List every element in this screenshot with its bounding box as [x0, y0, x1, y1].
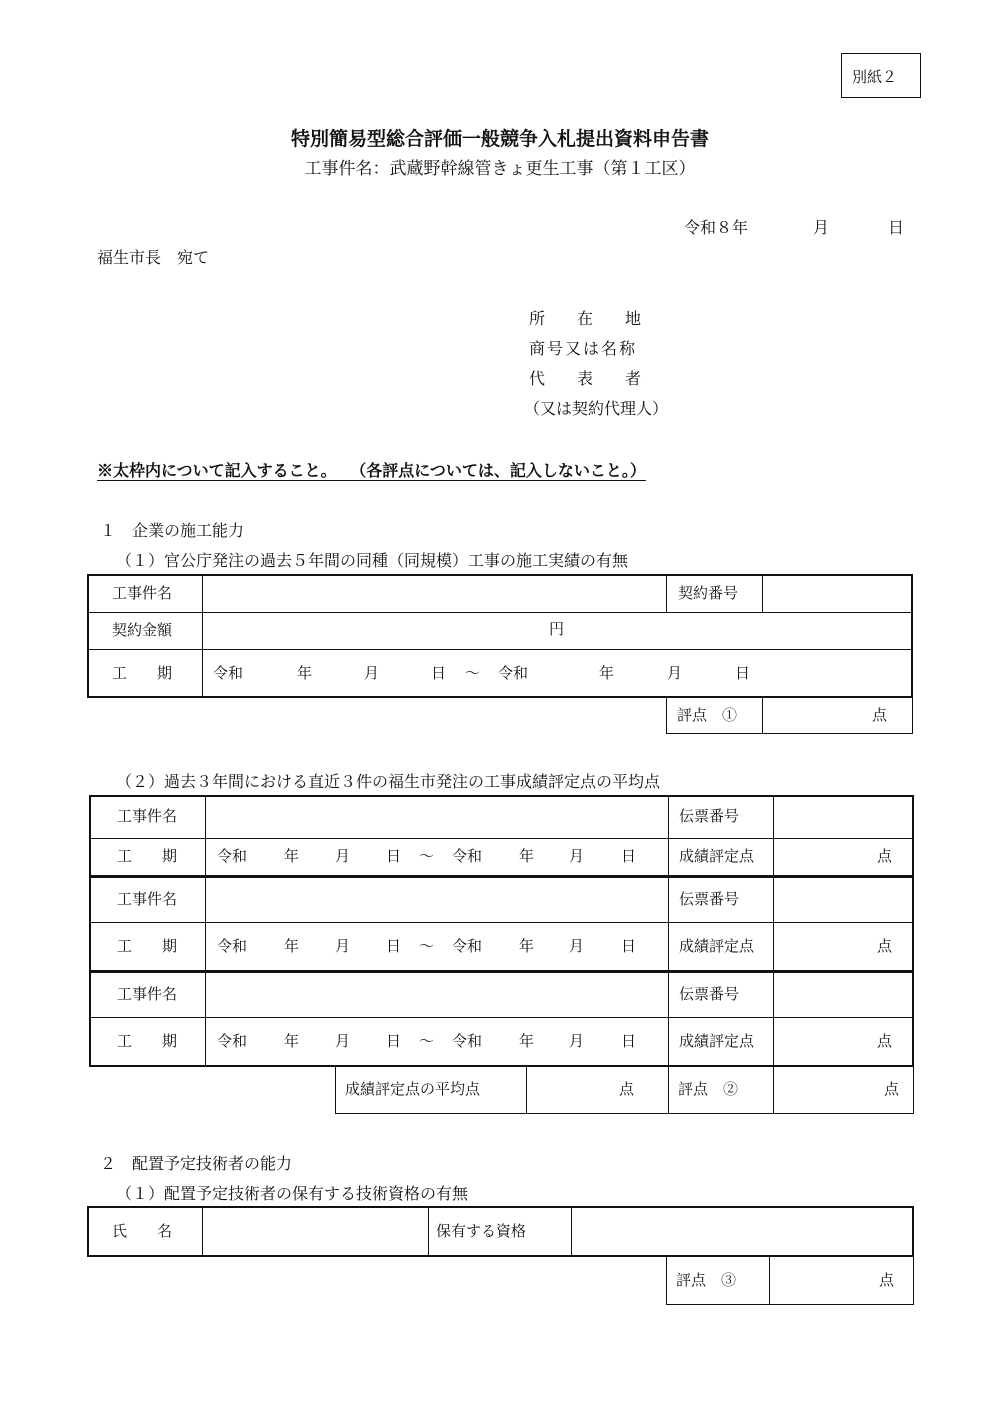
section2-sub1-heading: （１）配置予定技術者の保有する技術資格の有無 [116, 1184, 469, 1203]
qualification-field[interactable] [573, 1208, 912, 1255]
t2-row1-to-day: 日 [621, 847, 637, 865]
t2-row3-from-day: 日 [386, 1032, 402, 1050]
t2-row2-slip-field[interactable] [775, 878, 912, 921]
t2-row1-from-day: 日 [386, 847, 402, 865]
section1-sub1-heading: （１）官公庁発注の過去５年間の同種（同規模）工事の施工実績の有無 [116, 551, 629, 570]
score1-label: 評点 ① [677, 706, 738, 724]
engineer-name-field[interactable] [204, 1208, 427, 1255]
average-unit: 点 [619, 1080, 635, 1098]
t2-row1-to-month: 月 [569, 847, 585, 865]
t2-row3-from-year: 年 [284, 1032, 300, 1050]
address-label: 所 在 地 [529, 309, 642, 328]
t2-row3-from-month: 月 [335, 1032, 351, 1050]
score2-label: 評点 ② [678, 1080, 739, 1098]
t2-row1-to-era: 令和 [452, 847, 483, 865]
t1-period-from-month: 月 [364, 664, 380, 682]
attachment-label: 別紙２ [852, 68, 898, 86]
t2-row3-project-name-field[interactable] [207, 973, 667, 1016]
date-day: 日 [888, 218, 905, 237]
t1-period-tilde: ～ [465, 664, 481, 682]
t2-row2-rating-unit: 点 [877, 937, 893, 955]
t2-row1-tilde: ～ [419, 847, 435, 865]
t2-row2-project-name-label: 工事件名 [117, 890, 178, 908]
t2-row1-rating-label: 成績評定点 [679, 847, 755, 865]
company-name-label: 商号又は名称 [529, 339, 638, 358]
t2-row3-rating-label: 成績評定点 [679, 1032, 755, 1050]
t2-row1-slip-label: 伝票番号 [679, 807, 740, 825]
t1-project-name-field[interactable] [204, 576, 665, 611]
t2-row2-from-year: 年 [284, 937, 300, 955]
t2-row2-tilde: ～ [419, 937, 435, 955]
t1-period-from-era: 令和 [213, 664, 244, 682]
t1-period-from-day: 日 [431, 664, 447, 682]
t2-row1-slip-field[interactable] [775, 797, 912, 837]
t1-contract-no-field[interactable] [764, 576, 910, 611]
page-title: 特別簡易型総合評価一般競争入札提出資料申告書 [290, 128, 709, 150]
t2-row3-to-era: 令和 [452, 1032, 483, 1050]
score2-unit: 点 [884, 1080, 900, 1098]
t2-row1-to-year: 年 [519, 847, 535, 865]
project-subtitle: 工事件名：武蔵野幹線管きょ更生工事（第１工区） [304, 159, 696, 179]
representative-label: 代 表 者 [529, 369, 642, 388]
t1-period-to-era: 令和 [498, 664, 529, 682]
t1-period-to-month: 月 [667, 664, 683, 682]
t1-period-to-day: 日 [735, 664, 751, 682]
t2-row2-to-month: 月 [569, 937, 585, 955]
score3-label: 評点 ③ [676, 1271, 737, 1289]
score3-unit: 点 [879, 1271, 895, 1289]
t2-row2-period-label: 工 期 [117, 937, 178, 955]
qualification-label: 保有する資格 [436, 1222, 527, 1240]
t2-row2-from-day: 日 [386, 937, 402, 955]
average-label: 成績評定点の平均点 [345, 1080, 481, 1098]
t2-row1-project-name-field[interactable] [207, 797, 667, 837]
date-era: 令和８年 [684, 218, 749, 237]
t1-yen-unit: 円 [549, 620, 565, 638]
t2-row3-rating-unit: 点 [877, 1032, 893, 1050]
fill-in-notice: ※太枠内について記入すること。 （各評点については、記入しないこと。） [97, 461, 646, 480]
t2-row3-slip-label: 伝票番号 [679, 985, 740, 1003]
t2-row1-from-era: 令和 [217, 847, 248, 865]
section1-sub2-heading: （２）過去３年間における直近３件の福生市発注の工事成績評定点の平均点 [116, 772, 661, 791]
t1-project-name-label: 工事件名 [112, 584, 173, 602]
t2-row3-to-month: 月 [569, 1032, 585, 1050]
t2-row1-project-name-label: 工事件名 [117, 807, 178, 825]
agent-label: （又は契約代理人） [524, 399, 669, 418]
t2-row1-period-label: 工 期 [117, 847, 178, 865]
t1-period-from-year: 年 [297, 664, 313, 682]
t2-row2-from-month: 月 [335, 937, 351, 955]
t2-row1-from-month: 月 [335, 847, 351, 865]
engineer-name-label: 氏 名 [112, 1222, 173, 1240]
addressee: 福生市長 宛て [97, 248, 210, 267]
t2-row3-tilde: ～ [419, 1032, 435, 1050]
date-month: 月 [813, 218, 830, 237]
t2-row3-to-year: 年 [519, 1032, 535, 1050]
section1-heading: １ 企業の施工能力 [100, 521, 245, 540]
score1-unit: 点 [872, 706, 888, 724]
t2-row3-project-name-label: 工事件名 [117, 985, 178, 1003]
t2-row2-to-era: 令和 [452, 937, 483, 955]
t1-period-label: 工 期 [112, 664, 173, 682]
t1-period-to-year: 年 [599, 664, 615, 682]
t2-row2-to-day: 日 [621, 937, 637, 955]
t2-row2-to-year: 年 [519, 937, 535, 955]
t2-row3-period-label: 工 期 [117, 1032, 178, 1050]
t2-row3-from-era: 令和 [217, 1032, 248, 1050]
t2-row2-slip-label: 伝票番号 [679, 890, 740, 908]
t2-row2-from-era: 令和 [217, 937, 248, 955]
t2-row2-rating-label: 成績評定点 [679, 937, 755, 955]
t2-row1-rating-unit: 点 [877, 847, 893, 865]
t2-row1-from-year: 年 [284, 847, 300, 865]
t1-contract-amount-label: 契約金額 [112, 621, 173, 639]
section2-heading: ２ 配置予定技術者の能力 [100, 1154, 293, 1173]
t2-row2-project-name-field[interactable] [207, 878, 667, 921]
t1-contract-no-label: 契約番号 [678, 584, 739, 602]
t2-row3-slip-field[interactable] [775, 973, 912, 1016]
t2-row3-to-day: 日 [621, 1032, 637, 1050]
